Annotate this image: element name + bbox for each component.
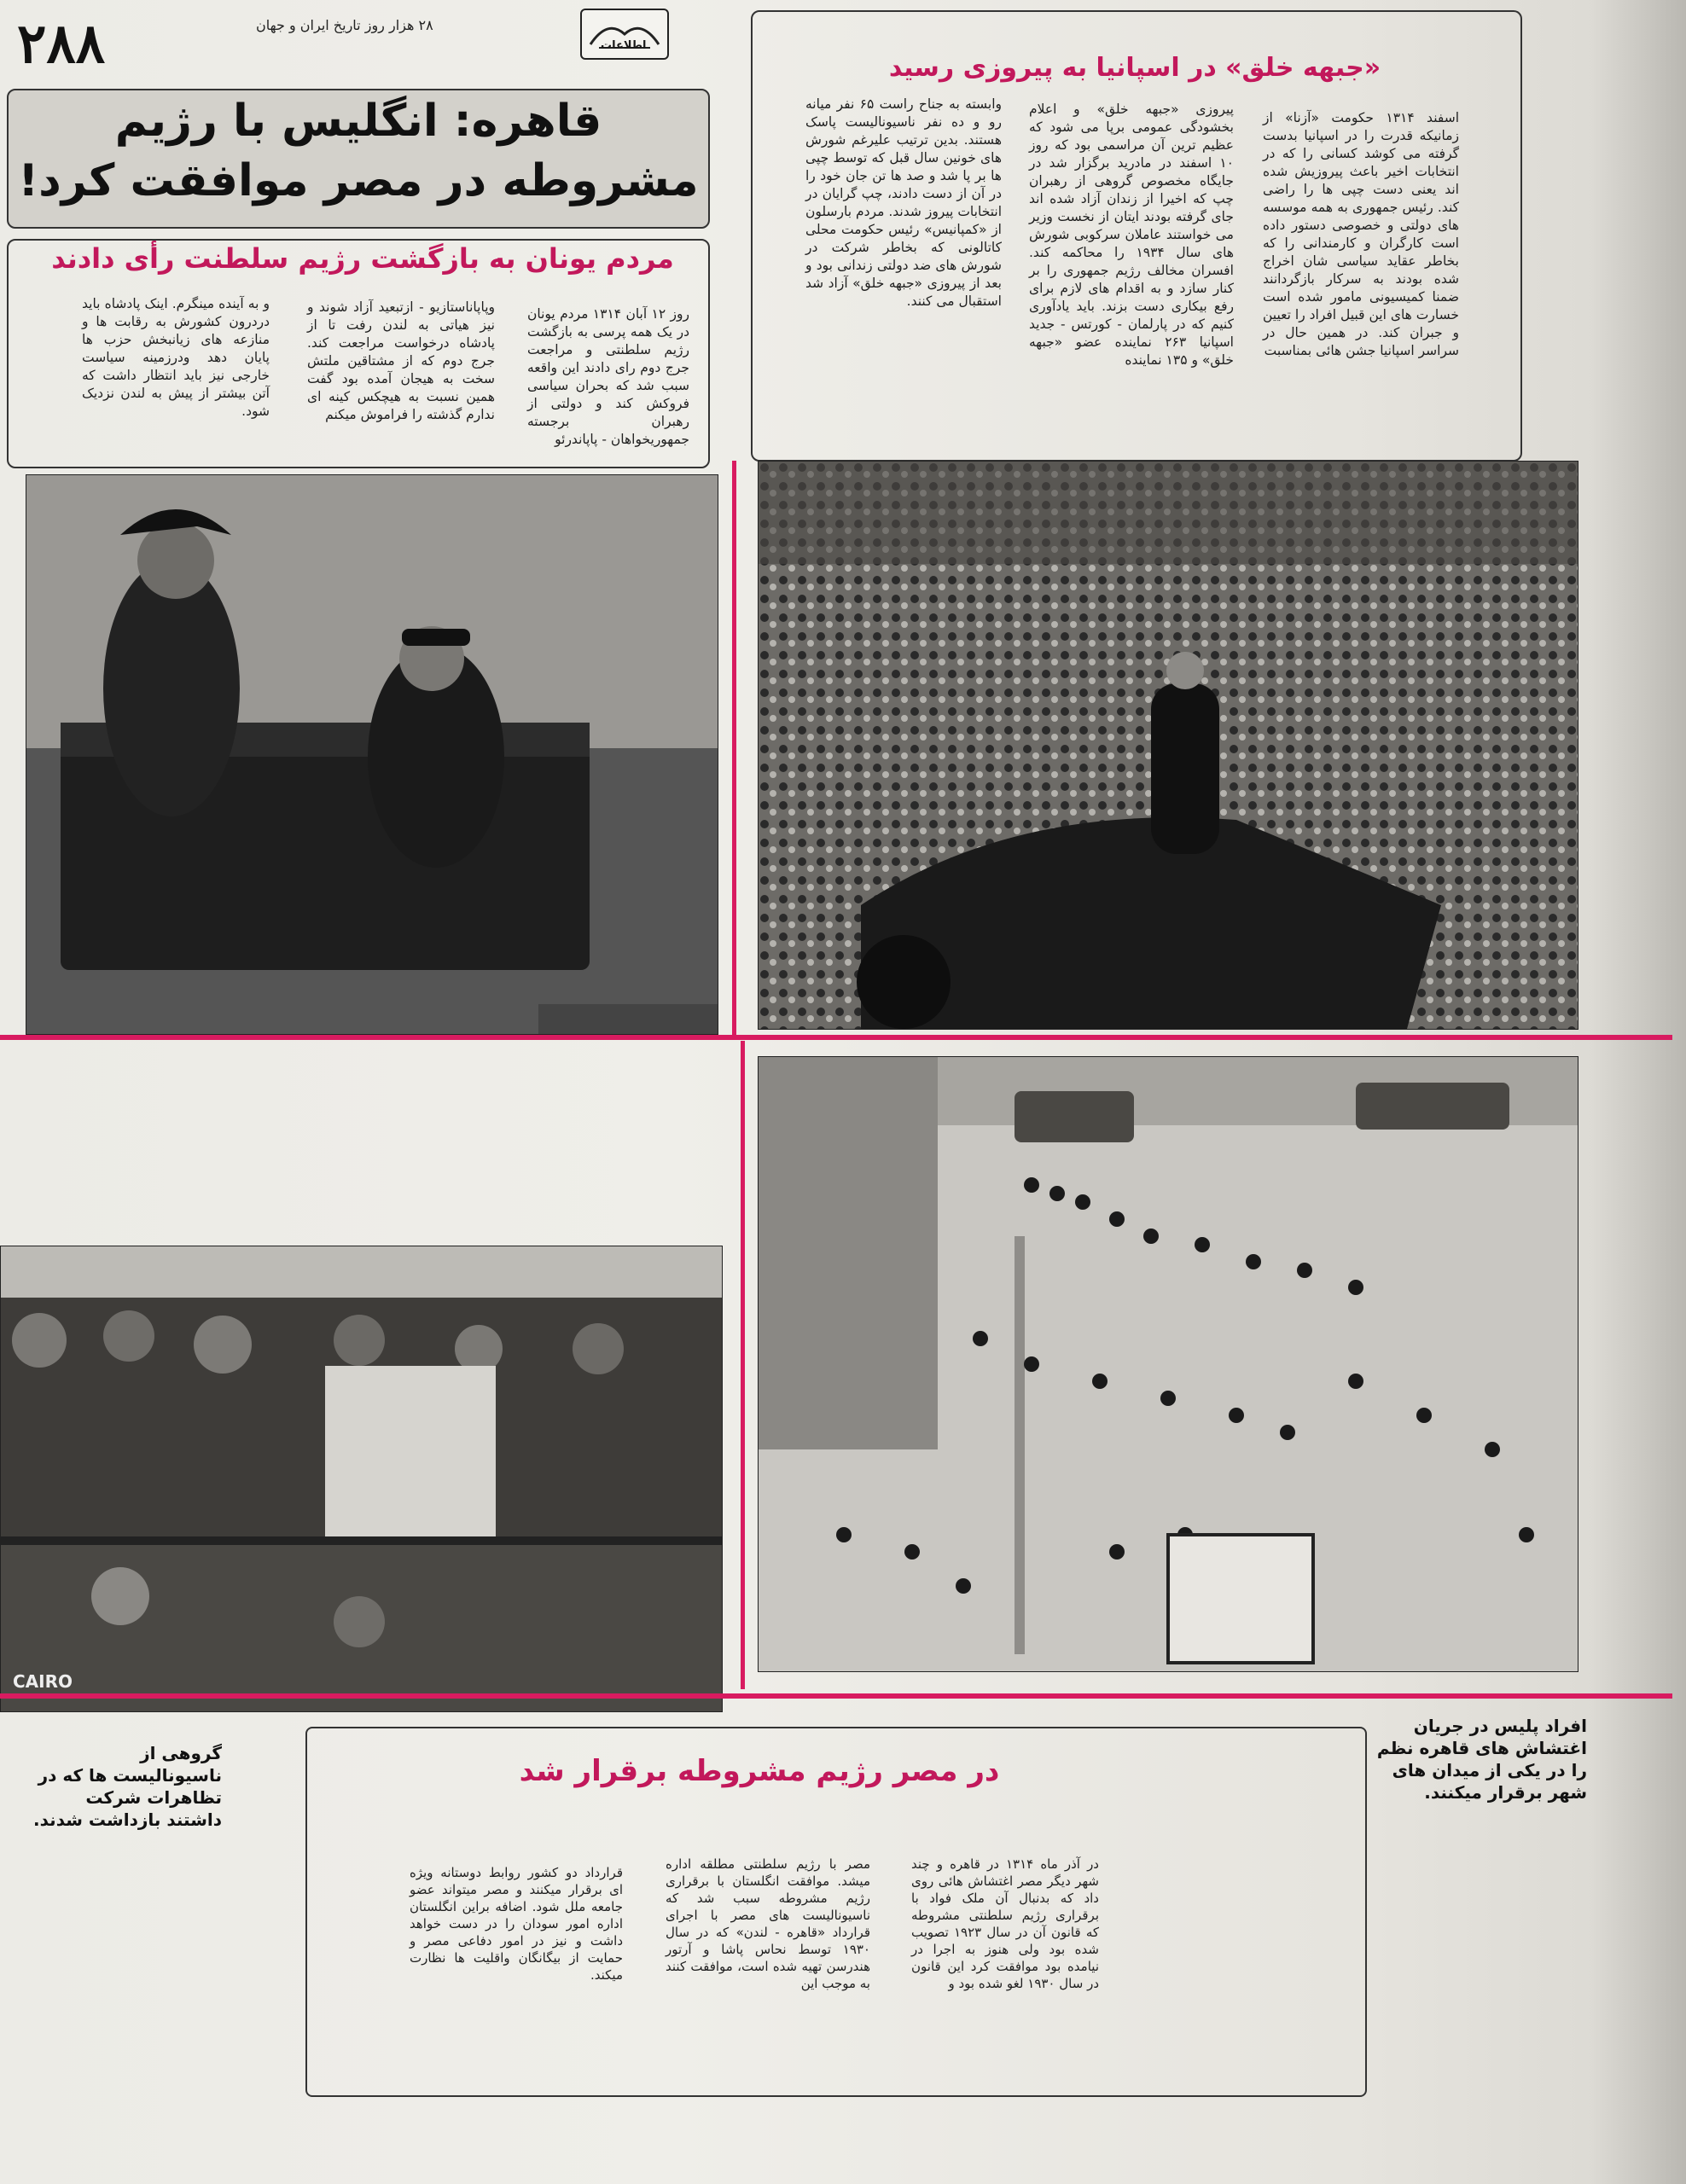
horizontal-rule-bottom — [0, 1693, 1672, 1699]
police-photo-caption: افراد پلیس در جریان اغتشاش های قاهره نظم را در یکی از میدان های شهر برقرار میکنند. — [1376, 1716, 1587, 1803]
photo-spain-crowd-icon — [759, 462, 1578, 1029]
photo-truck-arrest-icon — [1, 1246, 722, 1711]
spain-column-1: اسفند ۱۳۱۴ حکومت «آزنا» از زمانیکه قدرت را در اسپانیا بدست گرفته می کوشد کسانی را که در انتخابات اخیر باعث پیروزیش شده اند یعنی دست چپی ها را راضی کند. رئیس جمهوری به همه موسسه های دولتی و خصوصی دستور داده است کارگران و کارمندانی را که بخاطر عقاید سیاسی شان اخراج شده بودند به سرکار بازگردانند ضمنا کمیسیونی مامور شده است خسارت های این قبیل افراد را تعیین و جبران کند. در همین حال در سراسر اسپانیا جشن هائی بمناسبت — [1263, 110, 1460, 358]
page-edge — [1592, 0, 1686, 2184]
horizontal-rule-top — [0, 1035, 1672, 1040]
egypt-article-headline: در مصر رژیم مشروطه برقرار شد — [519, 1754, 1000, 1788]
egypt-headline-line-1: قاهره: انگلیس با رژیم — [114, 96, 602, 147]
vertical-rule-top — [732, 461, 736, 1037]
spain-column-3: وابسته به جناح راست ۶۵ نفر میانه رو و ده نفر ناسیونالیست پاسک هستند. بدین ترتیب علیرغم شورش های خونین سال قبل که توسط چپی ها بر پا شد و صد ها تن جان خود را در آن از دست دادند، چپ گرایان در انتخابات پیروز شدند. مردم بارسلون از «کمپانیس» رئیس حکومت محلی کاتالونی که بخاطر شرکت در شورش های ضد دولتی زندانی بود و بعد از پیروزی «جبهه خلق» آزاد شد استقبال می کنند. — [805, 96, 1002, 309]
spain-crowd-photo — [758, 461, 1578, 1030]
cairo-square-photo — [758, 1056, 1578, 1672]
greece-column-2: وپاپاناستازیو - ازتبعید آزاد شوند و نیز هیاتی به لندن رفت تا از پادشاه درخواست مراجعت کند. جرج دوم که از مشتاقین ملتش سخت به هیجان آمده بود گفت همین نسبت به هیچکس کینه ای ندارم گذشته را فراموش میکنم — [307, 299, 495, 422]
nationalists-photo-caption: گروهی از ناسیونالیست ها که در تظاهرات شرکت داشتند بازداشت شدند. — [33, 1743, 222, 1830]
egypt-column-1: در آذر ماه ۱۳۱۴ در قاهره و چند شهر دیگر مصر اغتشاش هائی روی داد که بدنبال آن ملک فواد با برقراری رژیم سلطنتی مشروطه که قانون آن در سال ۱۹۲۳ تصویب شده بود ولی هنوز به اجرا در نیامده بود موافقت کرد این قانون در سال ۱۹۳۰ لغو شده بود و — [911, 1856, 1099, 1991]
series-title: ۲۸ هزار روز تاریخ ایران و جهان — [256, 17, 433, 33]
spain-headline: «جبهه خلق» در اسپانیا به پیروزی رسید — [888, 53, 1381, 83]
egypt-headline-line-2: مشروطه در مصر موافقت کرد! — [18, 155, 699, 206]
greece-headline: مردم یونان به بازگشت رژیم سلطنت رأی دادند — [51, 242, 674, 275]
logo-text: اطلاعات — [601, 39, 647, 52]
photo-cairo-square-icon — [759, 1057, 1578, 1671]
greece-column-1: روز ۱۲ آبان ۱۳۱۴ مردم یونان در یک همه پرسی به بازگشت رژیم سلطنتی و مراجعت جرج دوم رای دادند این واقعه سبب شد که بحران سیاسی فروکش کند و دولتی از رهبران برجسته جمهوریخواهان - پاپاندرئو — [527, 306, 689, 447]
egypt-column-3: قرارداد دو کشور روابط دوستانه ویژه ای برقرار میکنند و مصر میتواند عضو جامعه ملل شود. اضافه براین انگلستان اداره امور سودان را در دست خواهد داشت و نیز در امور دفاعی مصر و حمایت از بیگانگان واقلیت ها نظارت میکند. — [410, 1865, 623, 1983]
logo — [580, 9, 669, 60]
greek-king-photo — [26, 474, 718, 1035]
egypt-column-2: مصر با رژیم سلطنتی مطلقه اداره میشد. موافقت انگلستان با برقراری رژیم مشروطه سبب شد که ناسیونالیست های مصر با اجرای قرارداد «قاهره - لندن» که در سال ۱۹۳۰ توسط نحاس پاشا و آرتور هندرسن تهیه شده است، موافقت کنند به موجب این — [666, 1856, 870, 1991]
page-number: ۲۸۸ — [17, 12, 106, 76]
greece-column-3: و به آینده مینگرم. اینک پادشاه باید دردرون کشورش به رقابت ها و منازعه های زیانبخش حزب ها پایان دهد ودرزمینه سیاست خارجی نیز باید انتظار داشت که آتن بیشتر از پیش به لندن نزدیک شود. — [82, 296, 270, 419]
truck-side-text: CAIRO — [13, 1671, 73, 1692]
photo-greek-king-icon — [26, 475, 718, 1034]
spain-column-2: پیروزی «جبهه خلق» و اعلام بخشودگی عمومی برپا می شود که عظیم ترین آن مراسمی بود که روز ۱۰ اسفند در مادرید برگزار شد در جایگاه مخصوص گروهی از رهبران چپ که اخیرا از زندان آزاد شده اند جای گرفته بودند ایتان از نخست وزیر می خواستند عاملان سرکوبی شورش های سال ۱۹۳۴ را محاکمه کند. افسران مخالف رژیم جمهوری را بر کنار سازد و به اقدام های لازم برای رفع بیکاری دست بزند. باید یادآوری کنیم که در پارلمان - کورتس - جدید اسپانیا ۲۶۳ نماینده عضو «جبهه خلق» و ۱۳۵ نماینده — [1029, 102, 1235, 368]
vertical-rule-bottom — [741, 1041, 745, 1689]
truck-arrest-photo — [0, 1246, 723, 1712]
